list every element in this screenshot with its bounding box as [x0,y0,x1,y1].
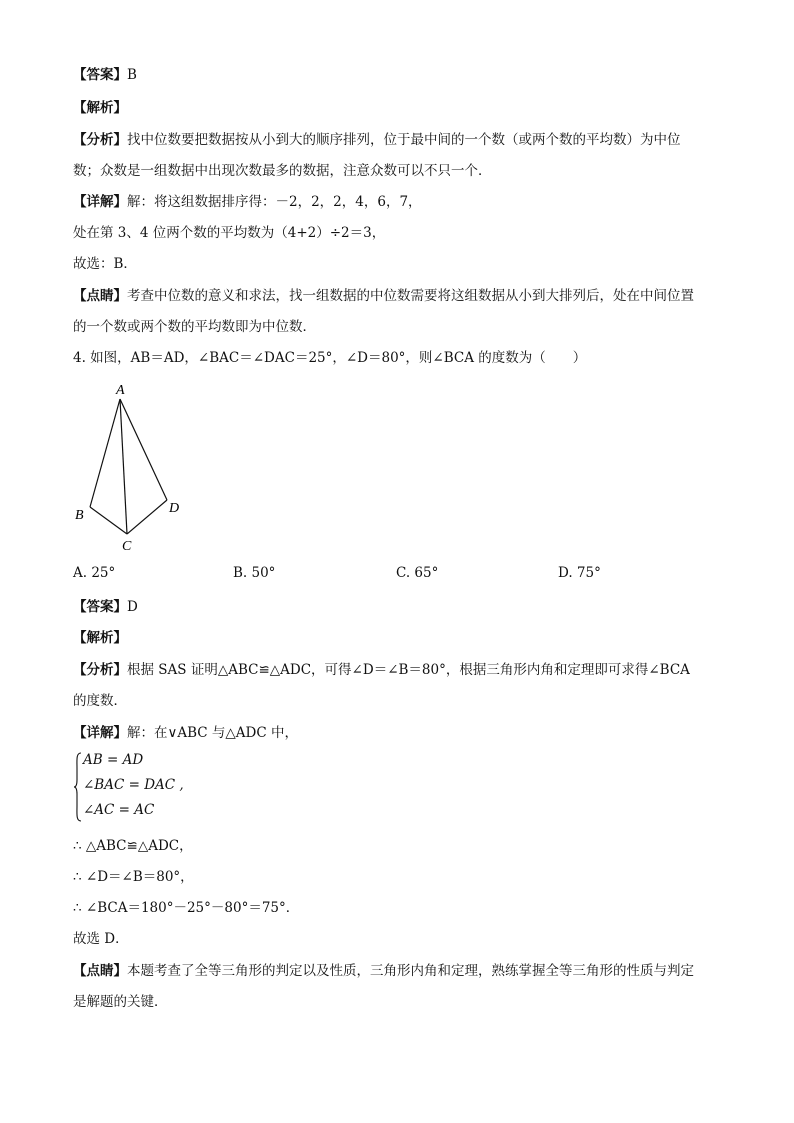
q3-comment-line1 [73,286,694,306]
q4-question: 4. 如图，AB＝AD，∠BAC＝∠DAC＝25°，∠D＝80°，则∠BCA 的度数为（ ） [73,350,587,366]
option-c: C. 65° [396,565,439,581]
q3-detail-text1: 解：将这组数据排序得：－2，2，2，4，6，7， [127,194,422,210]
q4-answer-line [73,597,138,617]
option-b: B. 50° [233,565,276,581]
q4-step3: ∴ ∠BCA＝180°－25°－80°＝75°． [73,900,300,916]
q3-fenxi-text1: 找中位数要把数据按从小到大的顺序排列，位于最中间的一个数（或两个数的平均数）为中位 [127,132,681,148]
q4-answer-value: D [127,599,138,615]
q4-detail-tag: 【详解】 [73,725,127,741]
segment-ac [120,399,127,534]
q4-analysis-tag: 【解析】 [73,630,127,646]
q3-answer-tag: 【答案】 [73,67,127,83]
option-a: A. 25° [73,565,116,581]
system-line-3: ∠AC = AC [83,802,155,818]
label-c: C [122,539,132,553]
q3-answer-value: B [127,67,137,83]
q4-step1: ∴ △ABC≌△ADC， [73,838,193,854]
q4-detail-line1 [73,723,298,743]
q3-fenxi-tag: 【分析】 [73,132,127,148]
q4-comment-line1 [73,961,694,981]
q4-comment-line2: 是解题的关键． [73,994,168,1010]
q4-comment-tag: 【点睛】 [73,963,127,979]
q4-fenxi-line2: 的度数． [73,693,127,709]
q4-figure [70,378,200,553]
system-line-2: ∠BAC = DAC , [83,777,184,793]
q3-fenxi-line2: 数；众数是一组数据中出现次数最多的数据，注意众数可以不只一个． [73,163,492,179]
quadrilateral-figure [90,399,167,534]
q3-fenxi-line1 [73,130,681,150]
label-a: A [116,383,125,398]
system-line-1: AB = AD [83,752,144,768]
q3-comment-tag: 【点睛】 [73,288,127,304]
q4-answer-tag: 【答案】 [73,599,127,615]
q3-detail-line1 [73,192,422,212]
q4-step2: ∴ ∠D＝∠B＝80°， [73,869,194,885]
q4-choose: 故选 D． [73,931,129,947]
q4-detail-text1: 解：在∨ABC 与△ADC 中， [127,725,298,741]
q3-detail-tag: 【详解】 [73,194,127,210]
q3-comment-text1: 考查中位数的意义和求法，找一组数据的中位数需要将这组数据从小到大排列后，处在中间位置 [127,288,694,304]
left-brace-icon [73,752,83,822]
segment-cd [127,500,167,534]
q3-comment-line2: 的一个数或两个数的平均数即为中位数． [73,319,316,335]
q4-fenxi-line1 [73,660,690,680]
option-d: D. 75° [558,565,601,581]
q4-comment-text1: 本题考查了全等三角形的判定以及性质，三角形内角和定理，熟练掌握全等三角形的性质与判定 [127,963,694,979]
label-d: D [169,501,180,516]
q4-fenxi-tag: 【分析】 [73,662,127,678]
q3-choose: 故选：B． [73,256,137,272]
q3-analysis-tag: 【解析】 [73,100,127,116]
label-b: B [75,508,84,523]
q3-answer-line [73,65,137,85]
segment-ad [120,399,167,500]
segment-ab [90,399,120,507]
q4-fenxi-text1: 根据 SAS 证明△ABC≌△ADC，可得∠D＝∠B＝80°，根据三角形内角和定理即可求得∠BCA [127,662,690,678]
segment-bc [90,507,127,534]
equation-system [73,752,213,822]
q3-detail-line2: 处在第 3、4 位两个数的平均数为（4+2）÷2＝3， [73,225,386,241]
